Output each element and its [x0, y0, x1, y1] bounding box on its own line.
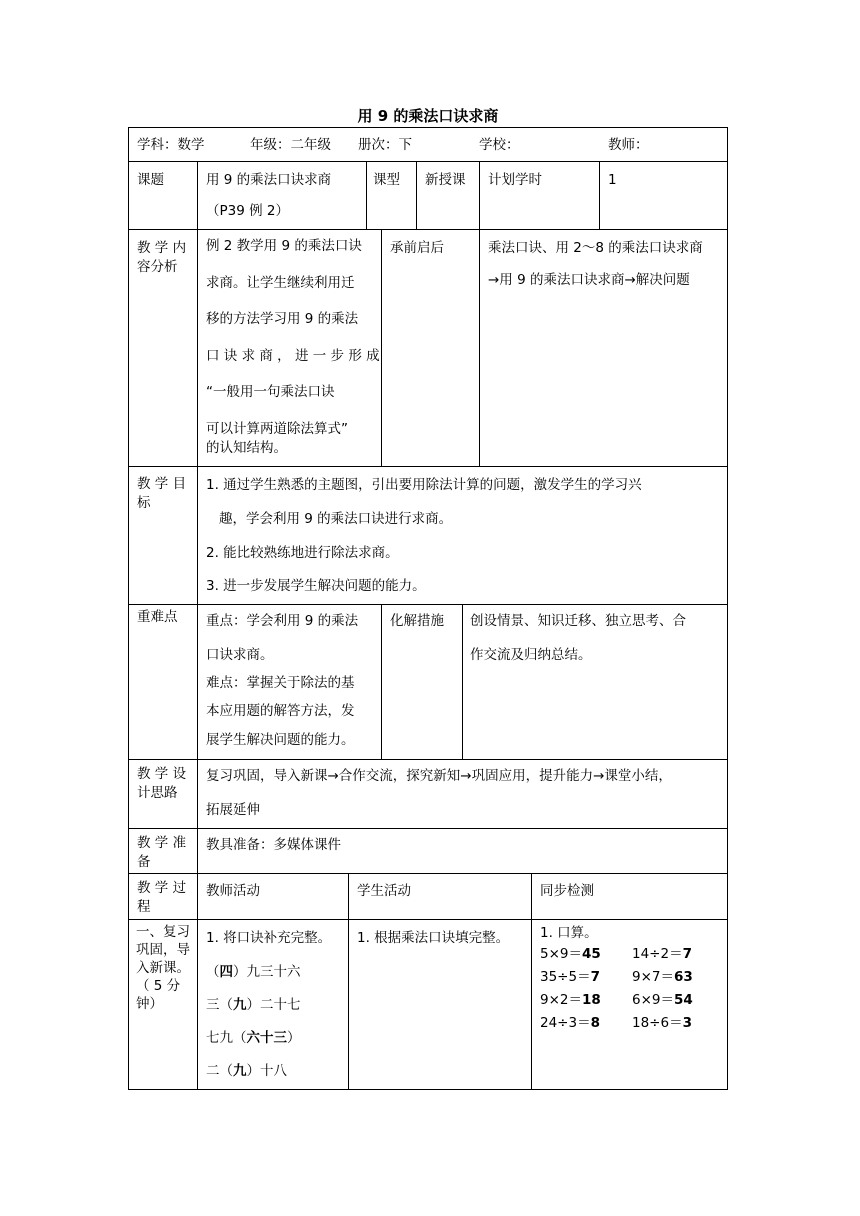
design-line1: 复习巩固，导入新课→合作交流，探究新知→巩固应用，提升能力→课堂小结， — [206, 768, 672, 784]
design-label-line2: 计思路 — [137, 785, 178, 801]
goal-1-line1: 1. 通过学生熟悉的主题图，引出要用除法计算的问题，激发学生的学习兴 — [206, 477, 642, 493]
lesson-type-value: 新授课 — [425, 172, 466, 188]
content-line: 可以计算两道除法算式” — [206, 420, 348, 437]
topic-label: 课题 — [137, 172, 164, 188]
table-line — [128, 127, 728, 128]
table-line — [128, 873, 728, 874]
rhyme-item: 三（九）二十七 — [206, 997, 301, 1013]
topic-value-line2: （P39 例 2） — [206, 203, 289, 219]
goals-label-line1: 教 学 目 — [137, 476, 187, 492]
check-intro: 1. 口算。 — [540, 925, 598, 941]
table-line — [479, 161, 480, 229]
table-line — [727, 127, 728, 1089]
process-label-line2: 程 — [137, 899, 151, 915]
content-line: 的认知结构。 — [206, 440, 287, 456]
stage-label-line: 入新课。 — [136, 960, 190, 976]
key-line: 口诀求商。 — [206, 647, 274, 663]
table-line — [197, 161, 198, 1089]
rhyme-item: 七九（六十三） — [206, 1030, 301, 1046]
table-line — [348, 873, 349, 1089]
key-label: 重难点 — [137, 609, 178, 625]
measures-label: 化解措施 — [390, 613, 444, 629]
planned-hours-label: 计划学时 — [488, 172, 542, 188]
lesson-type-label: 课型 — [373, 172, 400, 188]
process-label-line1: 教 学 过 — [137, 880, 187, 896]
subject-label: 学科：数学 — [137, 137, 205, 153]
table-line — [128, 828, 728, 829]
table-line — [128, 127, 129, 1089]
content-label-line2: 容分析 — [137, 259, 178, 275]
prep-label-line2: 备 — [137, 854, 151, 870]
check-item: 18÷6＝3 — [632, 1015, 692, 1031]
check-item: 5×9＝45 — [540, 946, 601, 962]
key-line: 难点：掌握关于除法的基 — [206, 675, 355, 691]
rhyme-item: 二（九）十八 — [206, 1063, 287, 1079]
measures-line2: 作交流及归纳总结。 — [470, 647, 592, 663]
content-line: 求商。让学生继续利用迁 — [206, 274, 355, 291]
rhyme-item: （四）九三十六 — [206, 964, 301, 980]
link-label: 承前启后 — [390, 240, 444, 256]
measures-line1: 创设情景、知识迁移、独立思考、合 — [470, 613, 686, 629]
table-line — [128, 919, 728, 920]
stage-label-line: 钟） — [136, 996, 163, 1012]
check-item: 9×7＝63 — [632, 969, 693, 985]
stage-label-line: 巩固，导 — [136, 942, 190, 958]
table-line — [381, 604, 382, 759]
table-line — [462, 604, 463, 759]
content-line: 移的方法学习用 9 的乘法 — [206, 311, 359, 327]
key-line: 展学生解决问题的能力。 — [206, 732, 355, 748]
table-line — [479, 229, 480, 466]
key-line: 重点：学会利用 9 的乘法 — [206, 613, 359, 629]
student-activity-header: 学生活动 — [357, 883, 411, 899]
school-label: 学校： — [479, 137, 520, 153]
document-title: 用 9 的乘法口诀求商 — [357, 107, 499, 125]
prep-label-line1: 教 学 准 — [137, 835, 187, 851]
sync-check-header: 同步检测 — [540, 883, 594, 899]
teacher-label: 教师： — [608, 137, 649, 153]
table-line — [128, 604, 728, 605]
content-line: “一般用一句乘法口诀 — [206, 384, 335, 400]
link-line2: →用 9 的乘法口诀求商→解决问题 — [488, 272, 690, 288]
check-item: 14÷2＝7 — [632, 946, 692, 962]
content-line: 口 诀 求 商 ， 进 一 步 形 成 — [206, 347, 380, 364]
student-activity-text: 1. 根据乘法口诀填完整。 — [357, 930, 510, 946]
check-item: 9×2＝18 — [540, 992, 601, 1008]
planned-hours-value: 1 — [608, 172, 617, 188]
check-item: 35÷5＝7 — [540, 969, 600, 985]
key-line: 本应用题的解答方法，发 — [206, 703, 355, 719]
table-line — [599, 161, 600, 229]
teacher-activity-header: 教师活动 — [206, 883, 260, 899]
volume-label: 册次：下 — [358, 137, 412, 153]
link-line1: 乘法口诀、用 2～8 的乘法口诀求商 — [488, 240, 703, 256]
table-line — [366, 161, 367, 229]
prep-value: 教具准备：多媒体课件 — [206, 837, 341, 853]
topic-value-line1: 用 9 的乘法口诀求商 — [206, 172, 332, 188]
design-line2: 拓展延伸 — [206, 802, 260, 818]
goal-1-line2: 趣，学会利用 9 的乘法口诀进行求商。 — [219, 511, 453, 527]
check-item: 6×9＝54 — [632, 992, 693, 1008]
design-label-line1: 教 学 设 — [137, 766, 187, 782]
goal-2: 2. 能比较熟练地进行除法求商。 — [206, 545, 399, 561]
teacher-activity-intro: 1. 将口诀补充完整。 — [206, 930, 332, 946]
grade-label: 年级：二年级 — [250, 137, 331, 153]
goal-3: 3. 进一步发展学生解决问题的能力。 — [206, 578, 426, 594]
table-line — [128, 1089, 728, 1090]
table-line — [381, 229, 382, 466]
content-label-line1: 教 学 内 — [137, 240, 187, 256]
stage-label-line: （ 5 分 — [136, 978, 181, 994]
check-item: 24÷3＝8 — [540, 1015, 600, 1031]
table-line — [128, 161, 728, 162]
stage-label-line: 一、复习 — [136, 924, 190, 940]
table-line — [416, 161, 417, 229]
table-line — [128, 759, 728, 760]
content-line: 例 2 教学用 9 的乘法口诀 — [206, 238, 362, 254]
table-line — [531, 873, 532, 1089]
goals-label-line2: 标 — [137, 495, 151, 511]
